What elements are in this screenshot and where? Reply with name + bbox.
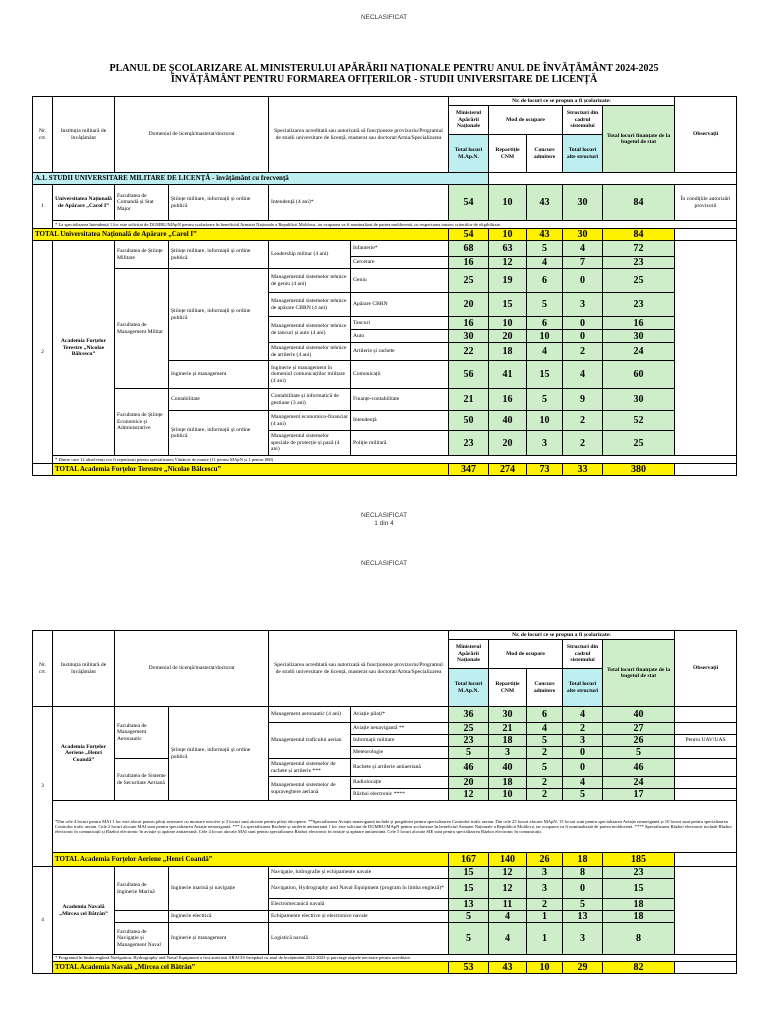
header-domain: Domeniul de licență/masterat/doctorat [115, 631, 269, 707]
header-mode: Mod de ocupare [489, 106, 563, 135]
cell-budget: 60 [603, 361, 675, 389]
header-mode: Mod de ocupare [489, 640, 563, 669]
spec-anmb-2: Electromecanică navală [269, 899, 449, 911]
cell-other: 3 [563, 923, 603, 955]
page-number: 1 din 4 [374, 520, 394, 527]
prog-aft-9: Management economico-financiar (4 ani) [269, 411, 351, 431]
cell-budget: 5 [603, 747, 675, 759]
obs-afa-2: Pentru UAV/UAS [675, 735, 737, 747]
header-domain: Domeniul de licență/masterat/doctorat [115, 97, 269, 173]
header-places: Nr. de locuri ce se propun a fi școlarizate: [449, 97, 675, 106]
cell-cnm: 40 [489, 411, 527, 431]
cell-total-map: 36 [449, 707, 489, 723]
cell-total-map: 30 [449, 330, 489, 343]
faculty-anmb-2: Facultatea de Navigație și Management Naval [115, 923, 169, 955]
header-structures: Structuri din cadrul sistemului [563, 106, 603, 135]
cell-cnm: 40 [489, 759, 527, 777]
cell-admission: 6 [527, 317, 563, 330]
cell-total-map: 23 [449, 735, 489, 747]
cell-other: 3 [563, 293, 603, 317]
plan-table-page2 [32, 630, 737, 974]
section-a1-blank [489, 173, 737, 185]
total-budget-aft: 380 [603, 464, 675, 476]
header-total-map: Total locuri M.Ap.N. [449, 669, 489, 707]
spec-afa-2: Informații militare [351, 735, 449, 747]
cell-other: 0 [563, 269, 603, 293]
cell-budget: 23 [603, 867, 675, 879]
cell-cnm: 19 [489, 269, 527, 293]
spec-afa-6: Război electronic **** [351, 789, 449, 801]
prog-aft-10: Managementul sistemelor speciale de protecție și pază (4 ani) [269, 431, 351, 456]
cell-cnm: 18 [489, 777, 527, 789]
header-other: Total locuri alte structuri [563, 669, 603, 707]
cell-budget: 15 [603, 879, 675, 899]
cell-cnm: 41 [489, 361, 527, 389]
prog-afa-0: Management aeronautic (4 ani) [269, 707, 351, 723]
cell-budget: 18 [603, 899, 675, 911]
header-nr: Nr. crt. [33, 631, 53, 707]
cell-total-map: 23 [449, 431, 489, 456]
cell-other: 5 [563, 789, 603, 801]
obs-afa-0 [675, 707, 737, 723]
institution-anmb: Academia Navală „Mircea cel Bătrân” [53, 867, 115, 955]
cell-cnm: 3 [489, 747, 527, 759]
obs-afa-1 [675, 723, 737, 735]
cell-total-map: 5 [449, 923, 489, 955]
cell-budget: 52 [603, 411, 675, 431]
total-label-aft: TOTAL Academia Forțelor Terestre „Nicolae Bălcescu” [53, 464, 449, 476]
cell-cnm: 12 [489, 867, 527, 879]
prog-aft-7: Inginerie și management în domeniul comunicațiilor militare (4 ani) [269, 361, 351, 389]
cell-budget: 25 [603, 269, 675, 293]
cell-cnm: 21 [489, 723, 527, 735]
faculty-anmb-blank [115, 911, 169, 923]
domain-aft-cont: Contabilitate [169, 389, 269, 411]
header-map: Ministerul Apărării Naționale [449, 640, 489, 669]
obs-anmb [675, 867, 737, 955]
faculty-aft-3: Facultatea de Științe Economice și Administrative [115, 389, 169, 456]
cell-budget: 72 [603, 241, 675, 257]
total-label-anmb: TOTAL Academia Navală „Mircea cel Bătrân” [53, 962, 449, 974]
cell-cnm: 4 [489, 911, 527, 923]
cell-total-map: 46 [449, 759, 489, 777]
total-budget-afa: 185 [603, 853, 675, 867]
cell-budget: 84 [603, 185, 675, 221]
spec-aft-10: Poliție militară [351, 431, 449, 456]
cell-total-map: 15 [449, 879, 489, 899]
obs-unap: În condițiile autorizări provizorii [675, 185, 737, 221]
prog-afa-1: Managementul traficului aerian [269, 723, 351, 759]
domain-unap: Științe militare, informații și ordine publică [169, 185, 269, 221]
cell-cnm: 30 [489, 707, 527, 723]
cell-total-map: 13 [449, 899, 489, 911]
cell-budget: 27 [603, 723, 675, 735]
cell-other: 2 [563, 723, 603, 735]
header-observations: Observații [675, 97, 737, 173]
row-nr-2: 2 [33, 241, 53, 464]
cell-other: 8 [563, 867, 603, 879]
prog-aft-6: Managementul sistemelor tehnice de artilerie (4 ani) [269, 343, 351, 361]
cell-other: 0 [563, 330, 603, 343]
cell-budget: 16 [603, 317, 675, 330]
spec-aft-5: Auto [351, 330, 449, 343]
cell-other: 0 [563, 747, 603, 759]
cell-admission: 5 [527, 241, 563, 257]
cell-cnm: 12 [489, 257, 527, 269]
header-institution: Instituția militară de învățământ [53, 97, 115, 173]
total-map-unap: 54 [449, 229, 489, 241]
domain-anmb-2: Inginerie electrică [169, 911, 269, 923]
spec-aft-8: Finanțe-contabilitate [351, 389, 449, 411]
spec-afa-4: Rachete și artilerie antiaeriană [351, 759, 449, 777]
cell-budget: 40 [603, 707, 675, 723]
cell-other: 7 [563, 257, 603, 269]
total-other-aft: 33 [563, 464, 603, 476]
cell-budget: 8 [603, 923, 675, 955]
cell-total-map: 54 [449, 185, 489, 221]
cell-cnm: 16 [489, 389, 527, 411]
cell-budget: 26 [603, 735, 675, 747]
prog-afa-4: Managementul sistemelor de rachete și artilerie *** [269, 759, 351, 777]
note-aft: * Dintre care 12 absolvenți vor fi repartizați pentru specializarea Vânători de munte (11 pentru MApN și 1 pentru SRI) [53, 456, 737, 464]
cell-admission: 4 [527, 343, 563, 361]
cell-budget: 23 [603, 257, 675, 269]
cell-admission: 5 [527, 759, 563, 777]
faculty-afa-1: Facultatea de Management Aeronautic [115, 707, 169, 759]
total-budget-anmb: 82 [603, 962, 675, 974]
cell-admission: 2 [527, 789, 563, 801]
cell-other: 4 [563, 241, 603, 257]
cell-cnm: 10 [489, 317, 527, 330]
row-nr-1: 1 [33, 185, 53, 229]
cell-total-map: 68 [449, 241, 489, 257]
obs-afa-5 [675, 777, 737, 789]
total-map-anmb: 53 [449, 962, 489, 974]
cell-admission: 3 [527, 431, 563, 456]
cell-other: 4 [563, 361, 603, 389]
cell-admission: 4 [527, 257, 563, 269]
cell-admission: 5 [527, 293, 563, 317]
cell-cnm: 11 [489, 899, 527, 911]
cell-total-map: 21 [449, 389, 489, 411]
total-cnm-afa: 140 [489, 853, 527, 867]
total-obs-aft [675, 464, 737, 476]
cell-admission: 43 [527, 185, 563, 221]
total-label-afa: TOTAL Academia Forțelor Aeriene „Henri Coandă” [53, 853, 449, 867]
cell-admission: 1 [527, 923, 563, 955]
spec-aft-3: Apărare CBRN [351, 293, 449, 317]
header-budget: Total locuri finanțate de la bugetul de stat [603, 640, 675, 707]
cell-cnm: 18 [489, 735, 527, 747]
spec-afa-3: Meteorologie [351, 747, 449, 759]
domain-aft-3: Științe militare, informații și ordine publică [169, 411, 269, 456]
cell-admission: 4 [527, 723, 563, 735]
header-cnm: Repartiție CNM [489, 135, 527, 173]
document-title-line1: PLANUL DE ȘCOLARIZARE AL MINISTERULUI APĂRĂRII NAȚIONALE PENTRU ANUL DE ÎNVĂȚĂMÂNT 2024-2025 [109, 63, 659, 74]
cell-budget: 24 [603, 777, 675, 789]
cell-budget: 23 [603, 293, 675, 317]
cell-cnm: 63 [489, 241, 527, 257]
cell-cnm: 4 [489, 923, 527, 955]
header-map: Ministerul Apărării Naționale [449, 106, 489, 135]
spec-anmb-1: Navigation, Hydrography and Naval Equipment (program în limba engleză)* [269, 879, 449, 899]
domain-aft-1: Științe militare, informații și ordine publică [169, 241, 269, 269]
cell-admission: 2 [527, 777, 563, 789]
prog-aft-0: Leadership militar (4 ani) [269, 241, 351, 269]
cell-total-map: 56 [449, 361, 489, 389]
spec-aft-7: Comunicații [351, 361, 449, 389]
cell-other: 2 [563, 343, 603, 361]
total-map-aft: 347 [449, 464, 489, 476]
cell-total-map: 20 [449, 293, 489, 317]
cell-budget: 17 [603, 789, 675, 801]
faculty-aft-1: Facultatea de Științe Militare [115, 241, 169, 269]
cell-cnm: 18 [489, 343, 527, 361]
obs-afa-3 [675, 747, 737, 759]
note-anmb: * Programul în limba engleză Navigation, Hydrography and Naval Equipment a fost autorizat ARACIS începând cu anul de învățământ 2022-2023 și parcurge etapele necesare pentru acreditare. [53, 955, 737, 962]
header-total-map: Total locuri M.Ap.N. [449, 135, 489, 173]
header-institution: Instituția militară de învățământ [53, 631, 115, 707]
cell-cnm: 20 [489, 431, 527, 456]
total-admission-afa: 26 [527, 853, 563, 867]
spec-aft-0: Infanterie* [351, 241, 449, 257]
document-title-line2: ÎNVĂȚĂMÂNT PENTRU FORMAREA OFIȚERILOR - STUDII UNIVERSITARE DE LICENȚĂ [170, 74, 598, 85]
row-nr-4: 4 [33, 867, 53, 974]
faculty-aft-2: Facultatea de Management Militar [115, 269, 169, 389]
cell-total-map: 22 [449, 343, 489, 361]
spec-aft-9: Intendență [351, 411, 449, 431]
cell-admission: 1 [527, 911, 563, 923]
classification-bottom-1: NECLASIFICAT [360, 512, 408, 519]
spec-afa-5: Radiolocație [351, 777, 449, 789]
cell-cnm: 15 [489, 293, 527, 317]
cell-cnm: 20 [489, 330, 527, 343]
total-obs-anmb [675, 962, 737, 974]
institution-aft: Academia Forțelor Terestre „Nicolae Bălcescu” [53, 241, 115, 456]
notes-afa: *Din cele 4 locuri pentru MAI 1 loc este alocat pentru piloți aeronave cu motoare reactive și 3 locuri sunt alocate pentru piloți elicoptere. **Specializarea Aviație nenavigantă include și pregătirea pentru specializarea Controlor trafic aerian. Din cele 25 locuri alocate MApN, 15 locuri sunt pentru specializarea Aviație nenavigantă și 10 locuri sunt pentru specializarea Controlor trafic aerian. Cele 2 locuri alocate MAI sunt pentru specializarea Aviație nenavigantă. *** La specializarea Rachete și artilerie antiaeriană 1 loc este solicitat de DGMRU/MApN pentru școlarizare în beneficiul Armatei Naționale a Republicii Moldova, iar ocuparea va fi nominalizată de partea moldovenă. **** Specializarea Război electronic include Război electronic în comunicații și Război electronic în aviație și apărare antiaeriană. Cele 4 locuri alocate MAI sunt pentru specializarea Război electronic în aviație și apărare antiaeriană. Cele 5 locuri alocate SIE sunt pentru specializarea Război electronic în comunicații. [53, 801, 737, 853]
total-label-unap: TOTAL Universitatea Națională de Apărare „Carol I” [33, 229, 449, 241]
cell-total-map: 16 [449, 257, 489, 269]
cell-other: 0 [563, 317, 603, 330]
cell-other: 0 [563, 879, 603, 899]
cell-total-map: 25 [449, 269, 489, 293]
cell-other: 9 [563, 389, 603, 411]
total-map-afa: 167 [449, 853, 489, 867]
spec-anmb-0: Navigație, hidrografie și echipamente navale [269, 867, 449, 879]
header-admission: Concurs admitere [527, 669, 563, 707]
prog-aft-2: Managementul sistemelor tehnice de geniu (4 ani) [269, 269, 351, 293]
domain-anmb-3: Inginerie și management [169, 923, 269, 955]
header-admission: Concurs admitere [527, 135, 563, 173]
header-places: Nr. de locuri ce se propun a fi școlarizate: [449, 631, 675, 640]
cell-budget: 18 [603, 911, 675, 923]
classification-top-2: NECLASIFICAT [360, 560, 408, 567]
institution-unap: Universitatea Națională de Apărare „Carol I” [53, 185, 115, 221]
cell-admission: 15 [527, 361, 563, 389]
total-obs-afa [675, 853, 737, 867]
cell-budget: 30 [603, 330, 675, 343]
cell-other: 0 [563, 759, 603, 777]
cell-cnm: 10 [489, 789, 527, 801]
obs-afa-6 [675, 789, 737, 801]
total-budget-unap: 84 [603, 229, 675, 241]
cell-total-map: 50 [449, 411, 489, 431]
cell-admission: 6 [527, 269, 563, 293]
total-other-afa: 18 [563, 853, 603, 867]
obs-aft [675, 241, 737, 456]
cell-other: 2 [563, 431, 603, 456]
cell-admission: 3 [527, 867, 563, 879]
header-structures: Structuri din cadrul sistemului [563, 640, 603, 669]
row-nr-3: 3 [33, 707, 53, 867]
domain-anmb-1: Inginerie marină și navigație [169, 867, 269, 911]
cell-cnm: 10 [489, 185, 527, 221]
total-cnm-anmb: 43 [489, 962, 527, 974]
total-admission-anmb: 10 [527, 962, 563, 974]
total-nr-aft [33, 464, 53, 476]
cell-budget: 46 [603, 759, 675, 777]
cell-admission: 6 [527, 707, 563, 723]
cell-total-map: 5 [449, 911, 489, 923]
cell-admission: 5 [527, 389, 563, 411]
total-other-unap: 30 [563, 229, 603, 241]
faculty-unap: Facultatea de Comandă și Stat Major [115, 185, 169, 221]
cell-total-map: 16 [449, 317, 489, 330]
cell-other: 3 [563, 735, 603, 747]
spec-aft-2: Geniu [351, 269, 449, 293]
spec-afa-0: Aviație piloți* [351, 707, 449, 723]
total-cnm-unap: 10 [489, 229, 527, 241]
cell-other: 13 [563, 911, 603, 923]
prog-aft-4: Managementul sistemelor tehnice de tancuri și auto (4 ani) [269, 317, 351, 343]
cell-admission: 2 [527, 899, 563, 911]
total-admission-unap: 43 [527, 229, 563, 241]
cell-budget: 25 [603, 431, 675, 456]
cell-other: 2 [563, 411, 603, 431]
faculty-anmb-1: Facultatea de Inginerie Marină [115, 867, 169, 911]
cell-total-map: 5 [449, 747, 489, 759]
cell-other: 30 [563, 185, 603, 221]
domain-aft-2: Științe militare, informații și ordine publică [169, 269, 269, 361]
cell-cnm: 12 [489, 879, 527, 899]
header-cnm: Repartiție CNM [489, 669, 527, 707]
domain-aft-eng: Inginerie și management [169, 361, 269, 389]
header-observations: Observații [675, 631, 737, 707]
header-other: Total locuri alte structuri [563, 135, 603, 173]
cell-budget: 30 [603, 389, 675, 411]
spec-aft-4: Tancuri [351, 317, 449, 330]
prog-afa-5: Managementul sistemelor de supraveghere aeriană [269, 777, 351, 801]
section-a1: A.1. STUDII UNIVERSITARE MILITARE DE LICENȚĂ - învățământ cu frecvență [33, 173, 489, 185]
cell-admission: 10 [527, 330, 563, 343]
cell-admission: 5 [527, 735, 563, 747]
domain-afa: Științe militare, informații și ordine publică [169, 707, 269, 801]
header-specialization: Specializarea acreditată sau autorizată să funcționeze provizoriu/Programul de studii universitare de licență, masterat sau doctorat/Arma/Specializarea [269, 97, 449, 173]
institution-afa: Academia Forțelor Aeriene „Henri Coandă” [53, 707, 115, 801]
plan-table-page1 [32, 96, 737, 476]
total-cnm-aft: 274 [489, 464, 527, 476]
spec-afa-1: Aviație nenavigantă ** [351, 723, 449, 735]
cell-admission: 2 [527, 747, 563, 759]
cell-other: 5 [563, 899, 603, 911]
cell-total-map: 12 [449, 789, 489, 801]
cell-total-map: 20 [449, 777, 489, 789]
cell-admission: 10 [527, 411, 563, 431]
header-nr: Nr. crt. [33, 97, 53, 173]
prog-aft-3: Managementul sistemelor tehnice de apărare CBRN (4 ani) [269, 293, 351, 317]
cell-total-map: 25 [449, 723, 489, 735]
total-admission-aft: 73 [527, 464, 563, 476]
cell-budget: 24 [603, 343, 675, 361]
note-unap: * La specializarea Intendență 1 loc este solicitat de DGMRU/MApN pentru școlarizare în beneficiul Armatei Naționale a Republicii Moldova, iar ocuparea va fi nominalizat de partea moldovenă, cu respectarea tuturor criteriilor de eligibilitate. [53, 221, 737, 229]
header-budget: Total locuri finanțate de la bugetul de stat [603, 106, 675, 173]
prog-aft-8: Contabilitate și informatică de gestiune (3 ani) [269, 389, 351, 411]
total-obs-unap [675, 229, 737, 241]
spec-aft-1: Cercetare [351, 257, 449, 269]
cell-other: 4 [563, 707, 603, 723]
faculty-afa-2: Facultatea de Sisteme de Securitate Aeriană [115, 759, 169, 801]
cell-other: 4 [563, 777, 603, 789]
spec-anmb-4: Logistică navală [269, 923, 449, 955]
cell-admission: 3 [527, 879, 563, 899]
cell-total-map: 15 [449, 867, 489, 879]
spec-anmb-3: Echipamente electrice și electronice navale [269, 911, 449, 923]
spec-unap: Intendență (4 ani)* [269, 185, 449, 221]
classification-top-1: NECLASIFICAT [360, 14, 408, 21]
total-other-anmb: 29 [563, 962, 603, 974]
obs-afa-4 [675, 759, 737, 777]
header-specialization: Specializarea acreditată sau autorizată să funcționeze provizoriu/Programul de studii universitare de licență, masterat sau doctorat/Arma/Specializarea [269, 631, 449, 707]
spec-aft-6: Artilerie și rachete [351, 343, 449, 361]
